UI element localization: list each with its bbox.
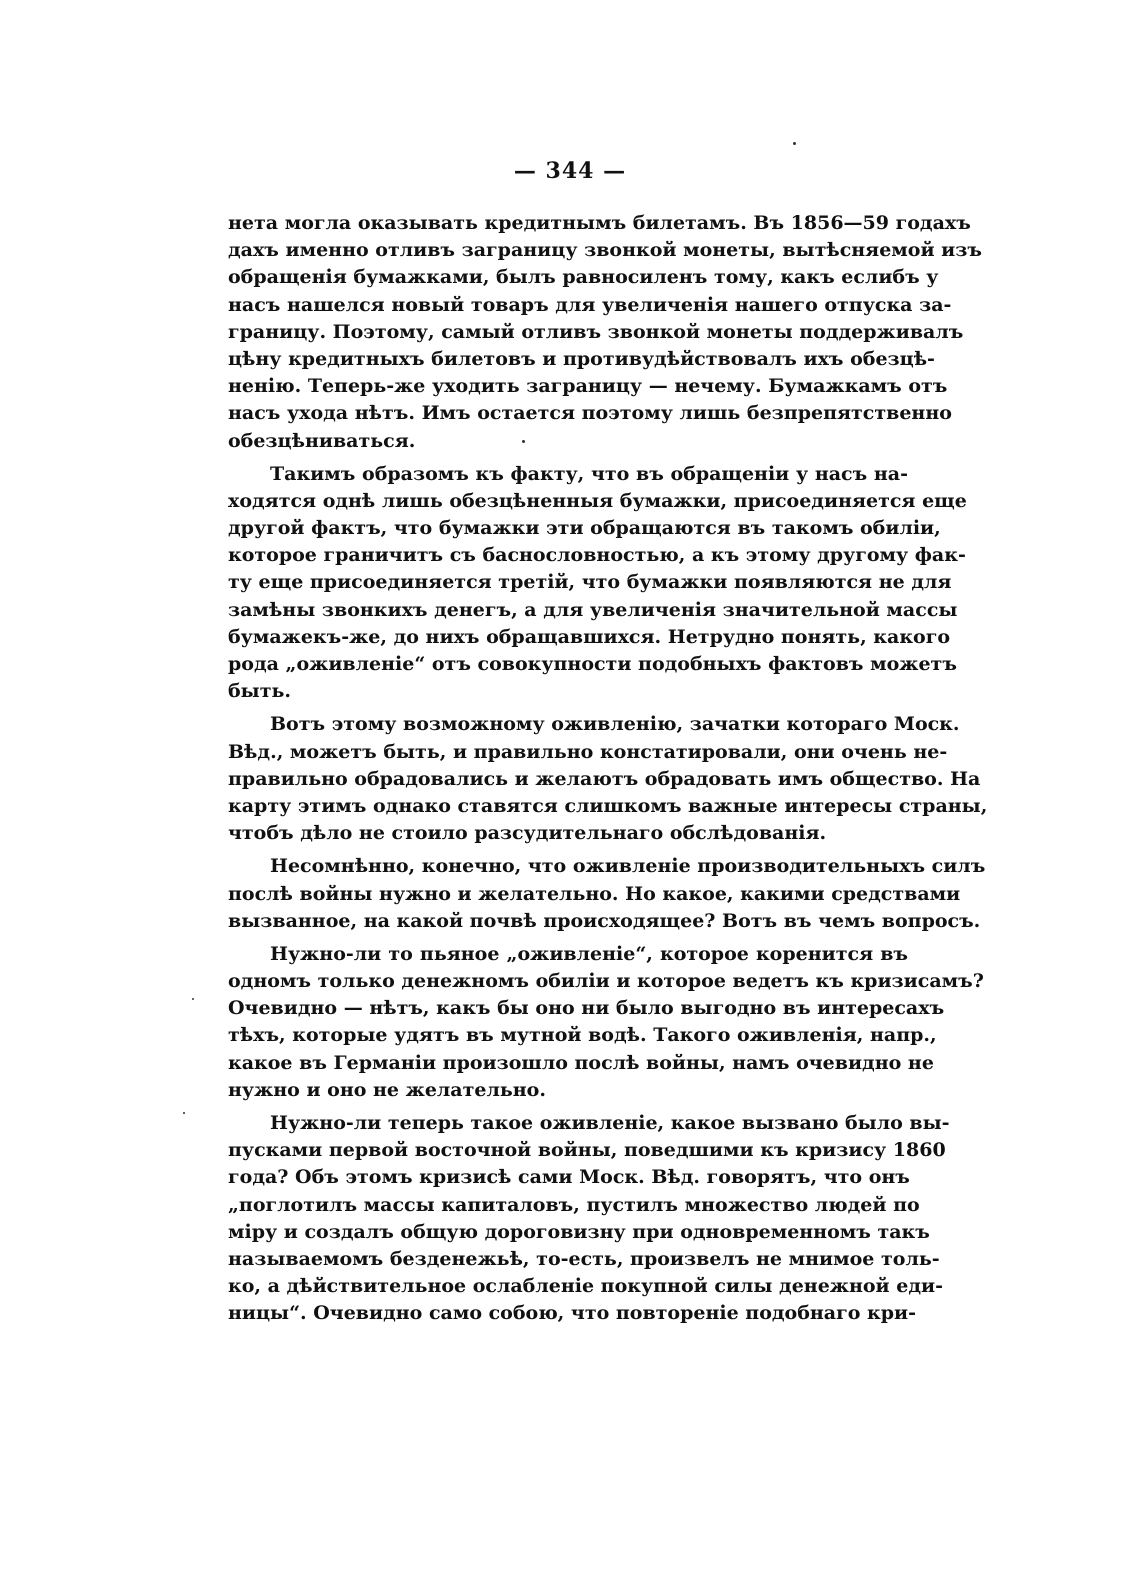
- text-line: ненію. Теперь-же уходить заграницу — нечему. Бумажкамъ отъ: [228, 375, 948, 398]
- page-number: — 344 —: [513, 158, 627, 184]
- text-line: Несомнѣнно, конечно, что оживленіе производительныхъ силъ: [270, 855, 986, 878]
- text-line: Такимъ образомъ къ факту, что въ обращеніи у насъ на-: [270, 462, 908, 485]
- text-line: міру и создалъ общую дороговизну при одновременномъ такъ: [228, 1220, 930, 1243]
- text-line: замѣны звонкихъ денегъ, а для увеличенія значительной массы: [228, 598, 958, 621]
- paragraph-6: [228, 1110, 950, 1328]
- text-line: „поглотилъ массы капиталовъ, пустилъ множество людей по: [228, 1193, 920, 1216]
- text-line: рода „оживленіе“ отъ совокупности подобныхъ фактовъ можетъ: [228, 653, 957, 675]
- text-line: пусками первой восточной войны, поведшими къ кризису 1860: [228, 1139, 946, 1162]
- text-line: правильно обрадовались и желаютъ обрадовать имъ общество. На: [228, 767, 981, 790]
- paragraph-2: [228, 461, 967, 706]
- text-line: насъ нашелся новый товаръ для увеличенія нашего отпуска за-: [228, 293, 952, 316]
- text-line: ницы“. Очевидно само собою, что повтореніе подобнаго кри-: [228, 1302, 917, 1325]
- text-line: цѣну кредитныхъ билетовъ и противудѣйствовалъ ихъ обезцѣ-: [228, 347, 935, 370]
- scan-speck: [192, 998, 194, 1000]
- text-line: обращенія бумажками, былъ равносиленъ тому, какъ еслибъ у: [228, 266, 939, 289]
- text-line: Очевидно — нѣтъ, какъ бы оно ни было выгодно въ интересахъ: [228, 997, 945, 1020]
- text-line: тѣхъ, которые удятъ въ мутной водѣ. Такого оживленія, напр.,: [228, 1024, 937, 1047]
- paragraph-4: [228, 853, 986, 935]
- text-line: нужно и оно не желательно.: [228, 1078, 546, 1101]
- paragraph-1: [228, 210, 982, 455]
- text-line: границу. Поэтому, самый отливъ звонкой монеты поддерживалъ: [228, 320, 964, 343]
- text-line: быть.: [228, 680, 292, 703]
- text-line: другой фактъ, что бумажки эти обращаются въ такомъ обиліи,: [228, 517, 941, 540]
- text-line: какое въ Германіи произошло послѣ войны, намъ очевидно не: [228, 1051, 934, 1074]
- text-line: послѣ войны нужно и желательно. Но какое, какими средствами: [228, 882, 961, 905]
- text-line: вызванное, на какой почвѣ происходящее? Вотъ въ чемъ вопросъ.: [228, 909, 981, 932]
- text-line: нета могла оказывать кредитнымъ билетамъ. Въ 1856—59 годахъ: [228, 212, 971, 234]
- text-line: карту этимъ однако ставятся слишкомъ важные интересы страны,: [228, 794, 988, 817]
- text-line: года? Объ этомъ кризисѣ сами Моск. Вѣд. говорятъ, что онъ: [228, 1166, 910, 1189]
- paragraph-5: [228, 941, 984, 1104]
- scan-speck: [793, 142, 796, 145]
- text-line: бумажекъ-же, до нихъ обращавшихся. Нетрудно понять, какого: [228, 625, 951, 648]
- text-line: которое граничитъ съ баснословностью, а къ этому другому фак-: [228, 544, 966, 567]
- text-line: Нужно-ли теперь такое оживленіе, какое вызвано было вы-: [270, 1112, 950, 1134]
- paragraph-3: [228, 711, 988, 847]
- text-line: Вѣд., можетъ быть, и правильно констатировали, они очень не-: [228, 740, 948, 763]
- text-line: дахъ именно отливъ заграницу звонкой монеты, вытѣсняемой изъ: [228, 239, 982, 262]
- text-line: Вотъ этому возможному оживленію, зачатки котораго Моск.: [270, 713, 960, 736]
- text-line: ко, а дѣйствительное ослабленіе покупной силы денежной еди-: [228, 1275, 943, 1298]
- text-line: Нужно-ли то пьяное „оживленіе“, которое коренится въ: [270, 942, 908, 965]
- text-line: ту еще присоединяется третій, что бумажки появляются не для: [228, 571, 952, 594]
- scan-speck: [522, 440, 525, 443]
- text-line: насъ ухода нѣтъ. Имъ остается поэтому лишь безпрепятственно: [228, 402, 952, 425]
- text-line: ходятся однѣ лишь обезцѣненныя бумажки, присоединяется еще: [228, 489, 967, 512]
- text-line: чтобъ дѣло не стоило разсудительнаго обслѣдованія.: [228, 822, 827, 845]
- body-text: [228, 210, 988, 1328]
- scan-speck: [183, 1112, 185, 1114]
- text-line: называемомъ безденежьѣ, то-есть, произвелъ не мнимое толь-: [228, 1247, 940, 1270]
- text-line: обезцѣниваться.: [228, 429, 416, 452]
- text-line: одномъ только денежномъ обиліи и которое ведетъ къ кризисамъ?: [228, 970, 984, 993]
